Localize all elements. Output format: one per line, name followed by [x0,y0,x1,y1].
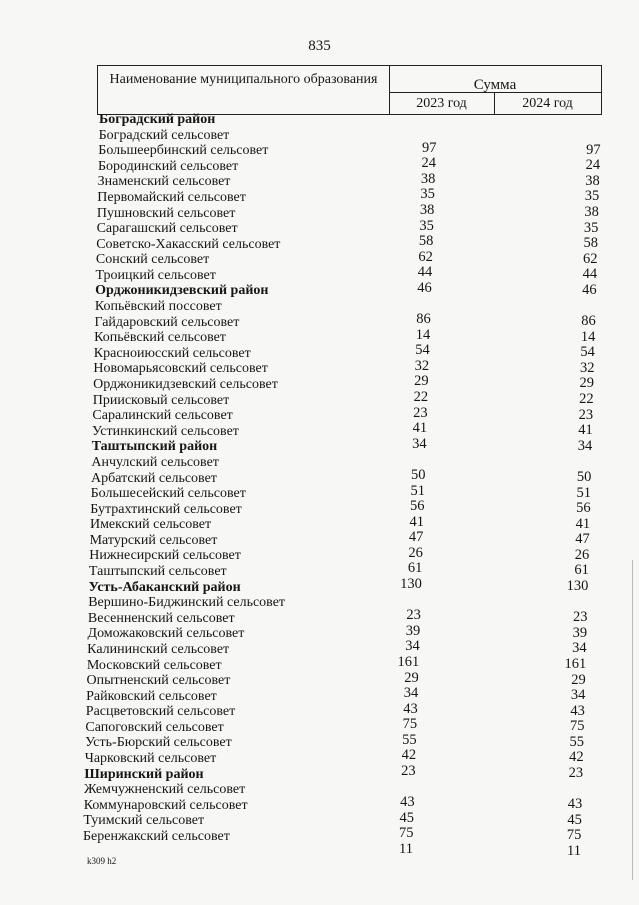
municipality-name: Райковский сельсовет [86,688,217,704]
footer-code: k309 h2 [87,856,117,866]
value-2024: 130 [566,578,589,595]
value-2024: 45 [567,811,582,828]
district-name: Усть-Абаканский район [88,579,241,595]
value-2023: 23 [413,404,428,421]
municipality-name: Анчулский сельсовет [91,454,219,470]
value-2023: 29 [404,669,419,686]
district-name: Орджоникидзевский район [95,283,269,299]
municipality-name: Копьёвский поссовет [94,299,222,315]
value-2024: 56 [576,500,591,517]
municipality-name: Советско-Хакасский сельсовет [96,236,281,252]
municipality-name: Туимский сельсовет [83,813,205,829]
value-2023: 161 [397,653,420,670]
value-2023: 24 [421,155,436,172]
municipality-name: Сонский сельсовет [95,252,210,268]
value-2023: 14 [415,326,431,343]
value-2024: 11 [567,843,581,859]
municipality-name: Имекский сельсовет [89,517,212,533]
value-2024: 38 [585,172,600,189]
value-2024: 43 [567,796,583,813]
value-2023: 34 [412,435,427,452]
value-2023: 58 [418,233,434,250]
value-2023: 130 [400,576,422,593]
value-2023: 44 [417,264,433,281]
value-2023: 38 [419,201,435,218]
value-2024: 51 [576,484,591,501]
municipality-name: Опытненский сельсовет [86,673,231,689]
value-2023: 41 [409,513,424,530]
value-2023: 51 [410,482,425,499]
district-row [0,283,639,299]
municipality-name: Знаменский сельсовет [97,174,231,190]
value-2024: 97 [586,141,601,158]
value-2024: 55 [569,733,585,750]
municipality-name: Расцветовский сельсовет [85,704,236,720]
value-2023: 43 [403,700,418,717]
municipality-name: Вершино-Биджинский сельсовет [88,595,286,611]
value-2024: 75 [569,718,585,735]
municipality-name: Доможаковский сельсовет [87,626,245,642]
value-2024: 41 [575,515,591,532]
value-2024: 38 [584,203,599,220]
value-2024: 23 [573,609,588,626]
municipality-name: Сапоговский сельсовет [85,719,224,735]
municipality-name: Пушновский сельсовет [96,205,236,221]
value-2023: 43 [400,794,415,811]
value-2024: 46 [582,281,597,298]
value-2023: 38 [420,170,436,187]
value-2023: 32 [414,357,430,374]
municipality-name: Новомарьясовский сельсовет [93,361,268,377]
municipality-name: Большеербинский сельсовет [98,143,269,159]
value-2023: 11 [399,841,413,857]
value-2024: 39 [572,624,588,641]
value-2023: 23 [401,763,416,780]
value-2023: 34 [403,685,419,702]
value-2023: 61 [407,560,423,577]
municipality-name: Таштыпский сельсовет [88,564,227,580]
municipality-name: Большесейский сельсовет [90,486,246,502]
value-2023: 35 [420,186,435,203]
value-2024: 54 [580,344,595,361]
municipality-name: Усть-Бюрский сельсовет [85,735,232,751]
table-row [0,829,639,859]
header-year-2023: 2023 год [416,96,467,111]
value-2023: 75 [402,716,418,733]
header-sum-column: Сумма [473,77,517,93]
value-2024: 22 [579,390,594,407]
municipality-name: Копьёвский сельсовет [94,330,226,346]
municipality-name: Московский сельсовет [86,657,222,673]
municipality-name: Жемчужненский сельсовет [84,782,246,798]
district-name: Боградский район [99,112,216,127]
municipality-name: Калининский сельсовет [87,641,230,657]
value-2023: 22 [413,388,429,405]
value-2023: 54 [415,342,430,359]
value-2023: 56 [409,498,425,515]
value-2023: 41 [412,420,428,437]
value-2023: 97 [421,139,437,156]
value-2024: 24 [585,157,601,174]
municipality-name: Арбатский сельсовет [91,470,217,486]
municipality-name: Коммунаровский сельсовет [83,797,248,813]
value-2024: 43 [570,702,585,719]
value-2023: 39 [405,622,421,639]
value-2024: 26 [574,546,590,563]
value-2024: 42 [569,749,584,766]
value-2024: 44 [582,266,598,283]
value-2023: 62 [418,248,433,265]
municipality-name: Чарковский сельсовет [84,751,217,767]
value-2024: 161 [564,655,587,672]
value-2024: 34 [577,437,593,454]
value-2024: 86 [581,313,596,330]
value-2024: 14 [580,328,596,345]
municipality-name: Матурский сельсовет [89,532,218,548]
municipality-name: Красноиюсский сельсовет [93,345,251,361]
district-name: Таштыпский район [91,439,218,455]
value-2024: 23 [568,765,584,782]
header-year-2024: 2024 год [522,96,573,111]
value-2024: 58 [583,235,598,252]
municipality-name: Гайдаровский сельсовет [94,314,240,330]
value-2023: 42 [401,747,417,764]
value-2024: 50 [576,468,592,485]
value-2024: 62 [583,250,598,267]
value-2023: 55 [402,731,417,748]
value-2023: 26 [408,544,423,561]
value-2024: 35 [583,219,599,236]
header-name-column: Наименование муниципального образования [109,72,378,87]
municipality-name: Приисковый сельсовет [92,392,230,408]
value-2023: 29 [414,373,429,390]
value-2024: 34 [570,687,586,704]
value-2024: 41 [578,422,593,439]
value-2023: 34 [405,638,420,655]
value-2024: 35 [584,188,600,205]
municipality-name: Саралинский сельсовет [92,408,233,424]
value-2023: 47 [408,529,424,546]
municipality-name: Беренжакский сельсовет [83,829,230,844]
value-2023: 86 [416,311,431,328]
municipality-name: Сарагашский сельсовет [96,221,238,237]
municipality-name: Боградский сельсовет [98,127,230,143]
value-2023: 75 [399,825,414,842]
page-number: 835 [308,38,331,54]
district-name: Ширинский район [84,766,204,782]
value-2024: 34 [572,640,587,657]
value-2024: 47 [575,531,590,548]
value-2023: 46 [417,279,432,296]
district-row [0,580,639,596]
municipality-name: Бородинский сельсовет [97,158,239,174]
municipality-name: Нижнесирский сельсовет [89,548,241,564]
municipality-name: Троицкий сельсовет [95,267,216,283]
value-2024: 61 [574,562,589,579]
value-2024: 29 [571,671,586,688]
municipality-name: Орджоникидзевский сельсовет [93,376,278,392]
value-2023: 50 [411,466,426,483]
district-row [0,767,639,783]
municipality-name: Устинкинский сельсовет [92,423,239,439]
value-2023: 45 [399,809,415,826]
municipality-name: Бутрахтинский сельсовет [90,501,242,517]
district-row [0,439,639,455]
value-2024: 32 [579,359,595,376]
value-2023: 35 [419,217,434,234]
scan-edge-line [632,560,633,880]
value-2023: 23 [406,607,421,624]
district-row [0,112,639,128]
value-2024: 29 [579,375,595,392]
value-2024: 75 [566,827,582,844]
municipality-name: Весенненский сельсовет [87,610,235,626]
value-2024: 23 [578,406,594,423]
municipality-name: Первомайский сельсовет [97,189,246,205]
